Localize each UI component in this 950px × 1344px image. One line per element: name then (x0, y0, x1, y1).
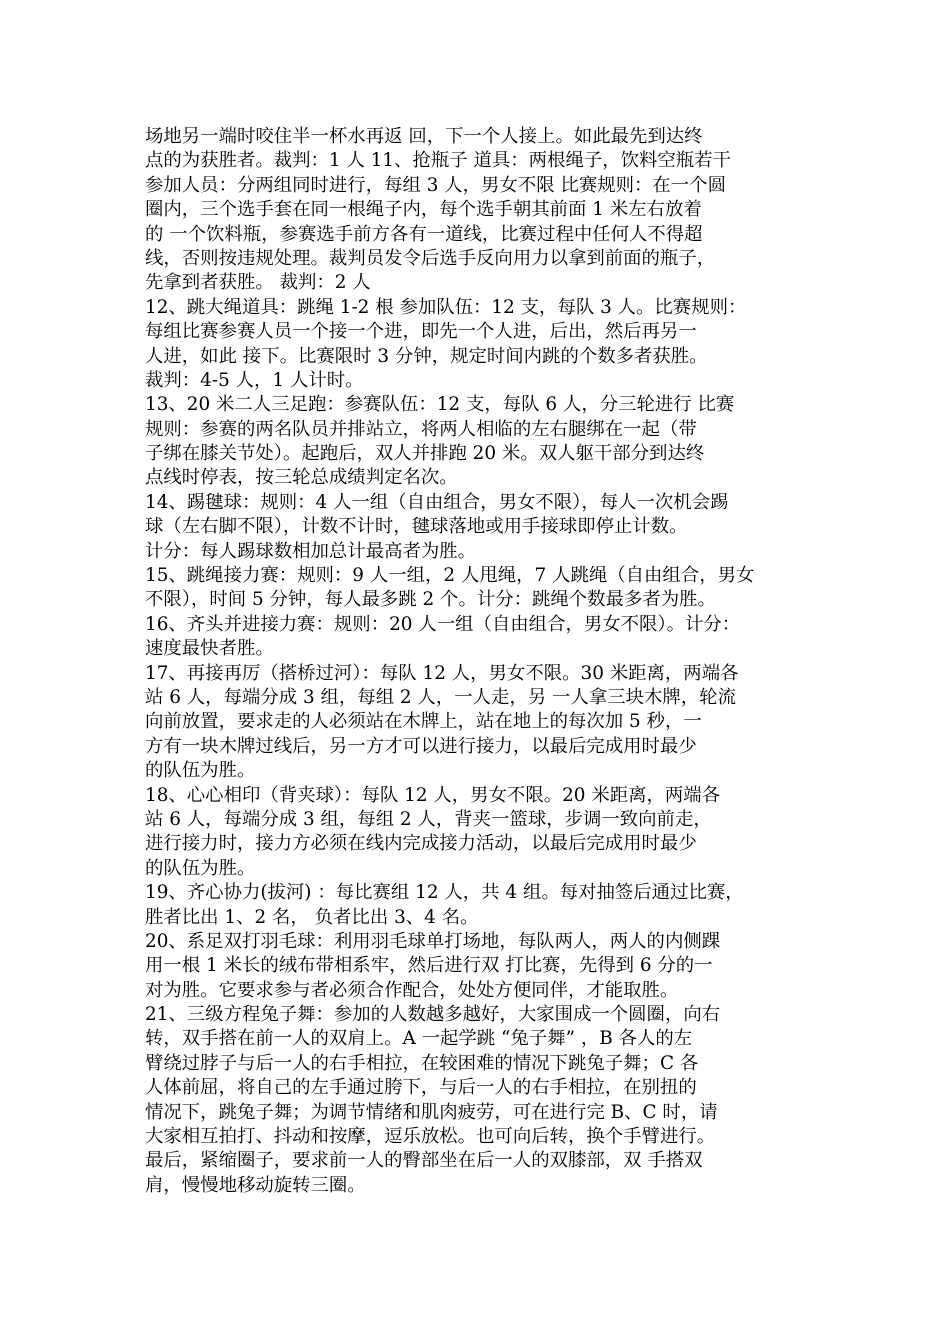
text-line: 规则：参赛的两名队员并排站立，将两人相临的左右腿绑在一起（带 (145, 418, 697, 440)
text-line: 最后，紧缩圈子，要求前一人的臀部坐在后一人的双膝部，双 手搭双 (145, 1150, 703, 1172)
text-line: 胜者比出 1、2 名， 负者比出 3、4 名。 (145, 906, 479, 928)
text-line: 15、跳绳接力赛：规则：9 人一组，2 人甩绳，7 人跳绳（自由组合，男女 (145, 565, 755, 587)
text-line: 不限），时间 5 分钟，每人最多跳 2 个。计分：跳绳个数最多者为胜。 (145, 589, 716, 611)
text-line: 球（左右脚不限），计数不计时，毽球落地或用手接球即停止计数。 (145, 516, 688, 538)
text-line: 点的为获胜者。裁判：1 人 11、抢瓶子 道具：两根绳子，饮料空瓶若干 (145, 150, 731, 172)
text-line: 用一根 1 米长的绒布带相系牢，然后进行双 打比赛，先得到 6 分的一 (145, 955, 713, 977)
text-line: 19、齐心协力(拔河) ：每比赛组 12 人，共 4 组。每对抽签后通过比赛， (145, 882, 744, 904)
text-line: 裁判：4-5 人，1 人计时。 (145, 369, 364, 391)
text-line: 点线时停表，按三轮总成绩判定名次。 (145, 467, 458, 489)
text-line: 16、齐头并进接力赛：规则：20 人一组（自由组合，男女不限）。计分： (145, 613, 741, 635)
text-line: 场地另一端时咬住半一杯水再返 回，下一个人接上。如此最先到达终 (145, 126, 703, 147)
text-line: 21、三级方程兔子舞：参加的人数越多越好，大家围成一个圆圈，向右 (145, 1004, 721, 1026)
text-line: 进行接力时，接力方必须在线内完成接力活动，以最后完成用时最少 (145, 833, 697, 855)
text-line: 肩，慢慢地移动旋转三圈。 (145, 1174, 366, 1196)
text-line: 的队伍为胜。 (145, 760, 256, 782)
text-line: 速度最快者胜。 (145, 638, 274, 660)
text-line: 参加人员：分两组同时进行，每组 3 人，男女不限 比赛规则：在一个圆 (145, 174, 726, 196)
text-line: 17、再接再厉（搭桥过河）：每队 12 人，男女不限。30 米距离，两端各 (145, 662, 739, 684)
text-line: 转，双手搭在前一人的双肩上。A 一起学跳 “兔子舞” ，B 各人的左 (145, 1028, 693, 1050)
text-line: 大家相互拍打、抖动和按摩，逗乐放松。也可向后转，换个手臂进行。 (145, 1126, 716, 1148)
text-line: 14、踢毽球：规则：4 人一组（自由组合，男女不限），每人一次机会踢 (145, 491, 729, 513)
text-line: 站 6 人，每端分成 3 组，每组 2 人，一人走，另 一人拿三块木牌，轮流 (145, 686, 736, 708)
text-line: 12、跳大绳道具：跳绳 1-2 根 参加队伍：12 支，每队 3 人。比赛规则： (145, 296, 747, 318)
text-line: 臂绕过脖子与后一人的右手相拉，在较困难的情况下跳兔子舞；C 各 (145, 1052, 699, 1074)
text-line: 13、20 米二人三足跑：参赛队伍：12 支，每队 6 人，分三轮进行 比赛 (145, 394, 735, 416)
text-line: 18、心心相印（背夹球）：每队 12 人，男女不限。20 米距离，两端各 (145, 784, 721, 806)
text-line: 向前放置，要求走的人必须站在木牌上，站在地上的每次加 5 秒，一 (145, 711, 702, 733)
text-line: 方有一块木牌过线后，另一方才可以进行接力，以最后完成用时最少 (145, 735, 697, 757)
text-line: 先拿到者获胜。 裁判：2 人 (145, 272, 371, 294)
text-line: 的队伍为胜。 (145, 857, 256, 879)
document-body (145, 125, 811, 1198)
text-line: 每组比赛参赛人员一个接一个进，即先一个人进，后出，然后再另一 (145, 321, 697, 343)
text-line: 站 6 人，每端分成 3 组，每组 2 人，背夹一篮球，步调一致向前走， (145, 808, 712, 830)
text-line: 对为胜。它要求参与者必须合作配合，处处方便同伴，才能取胜。 (145, 979, 679, 1001)
text-line: 人进，如此 接下。比赛限时 3 分钟，规定时间内跳的个数多者获胜。 (145, 345, 708, 367)
text-line: 计分：每人踢球数相加总计最高者为胜。 (145, 540, 477, 562)
text-line: 子绑在膝关节处）。起跑后，双人并排跑 20 米。双人躯干部分到达终 (145, 443, 705, 465)
text-line: 20、系足双打羽毛球：利用羽毛球单打场地，每队两人，两人的内侧踝 (145, 930, 721, 952)
text-line: 人体前屈，将自己的左手通过胯下，与后一人的右手相拉，在别扭的 (145, 1077, 697, 1099)
text-line: 圈内，三个选手套在同一根绳子内，每个选手朝其前面 1 米左右放着 (145, 199, 702, 221)
text-line: 情况下，跳兔子舞；为调节情绪和肌肉疲劳，可在进行完 B、C 时，请 (145, 1101, 718, 1123)
text-line: 线，否则按违规处理。裁判员发令后选手反向用力以拿到前面的瓶子， (145, 247, 716, 269)
text-line: 的 一个饮料瓶，参赛选手前方各有一道线，比赛过程中任何人不得超 (145, 223, 703, 245)
